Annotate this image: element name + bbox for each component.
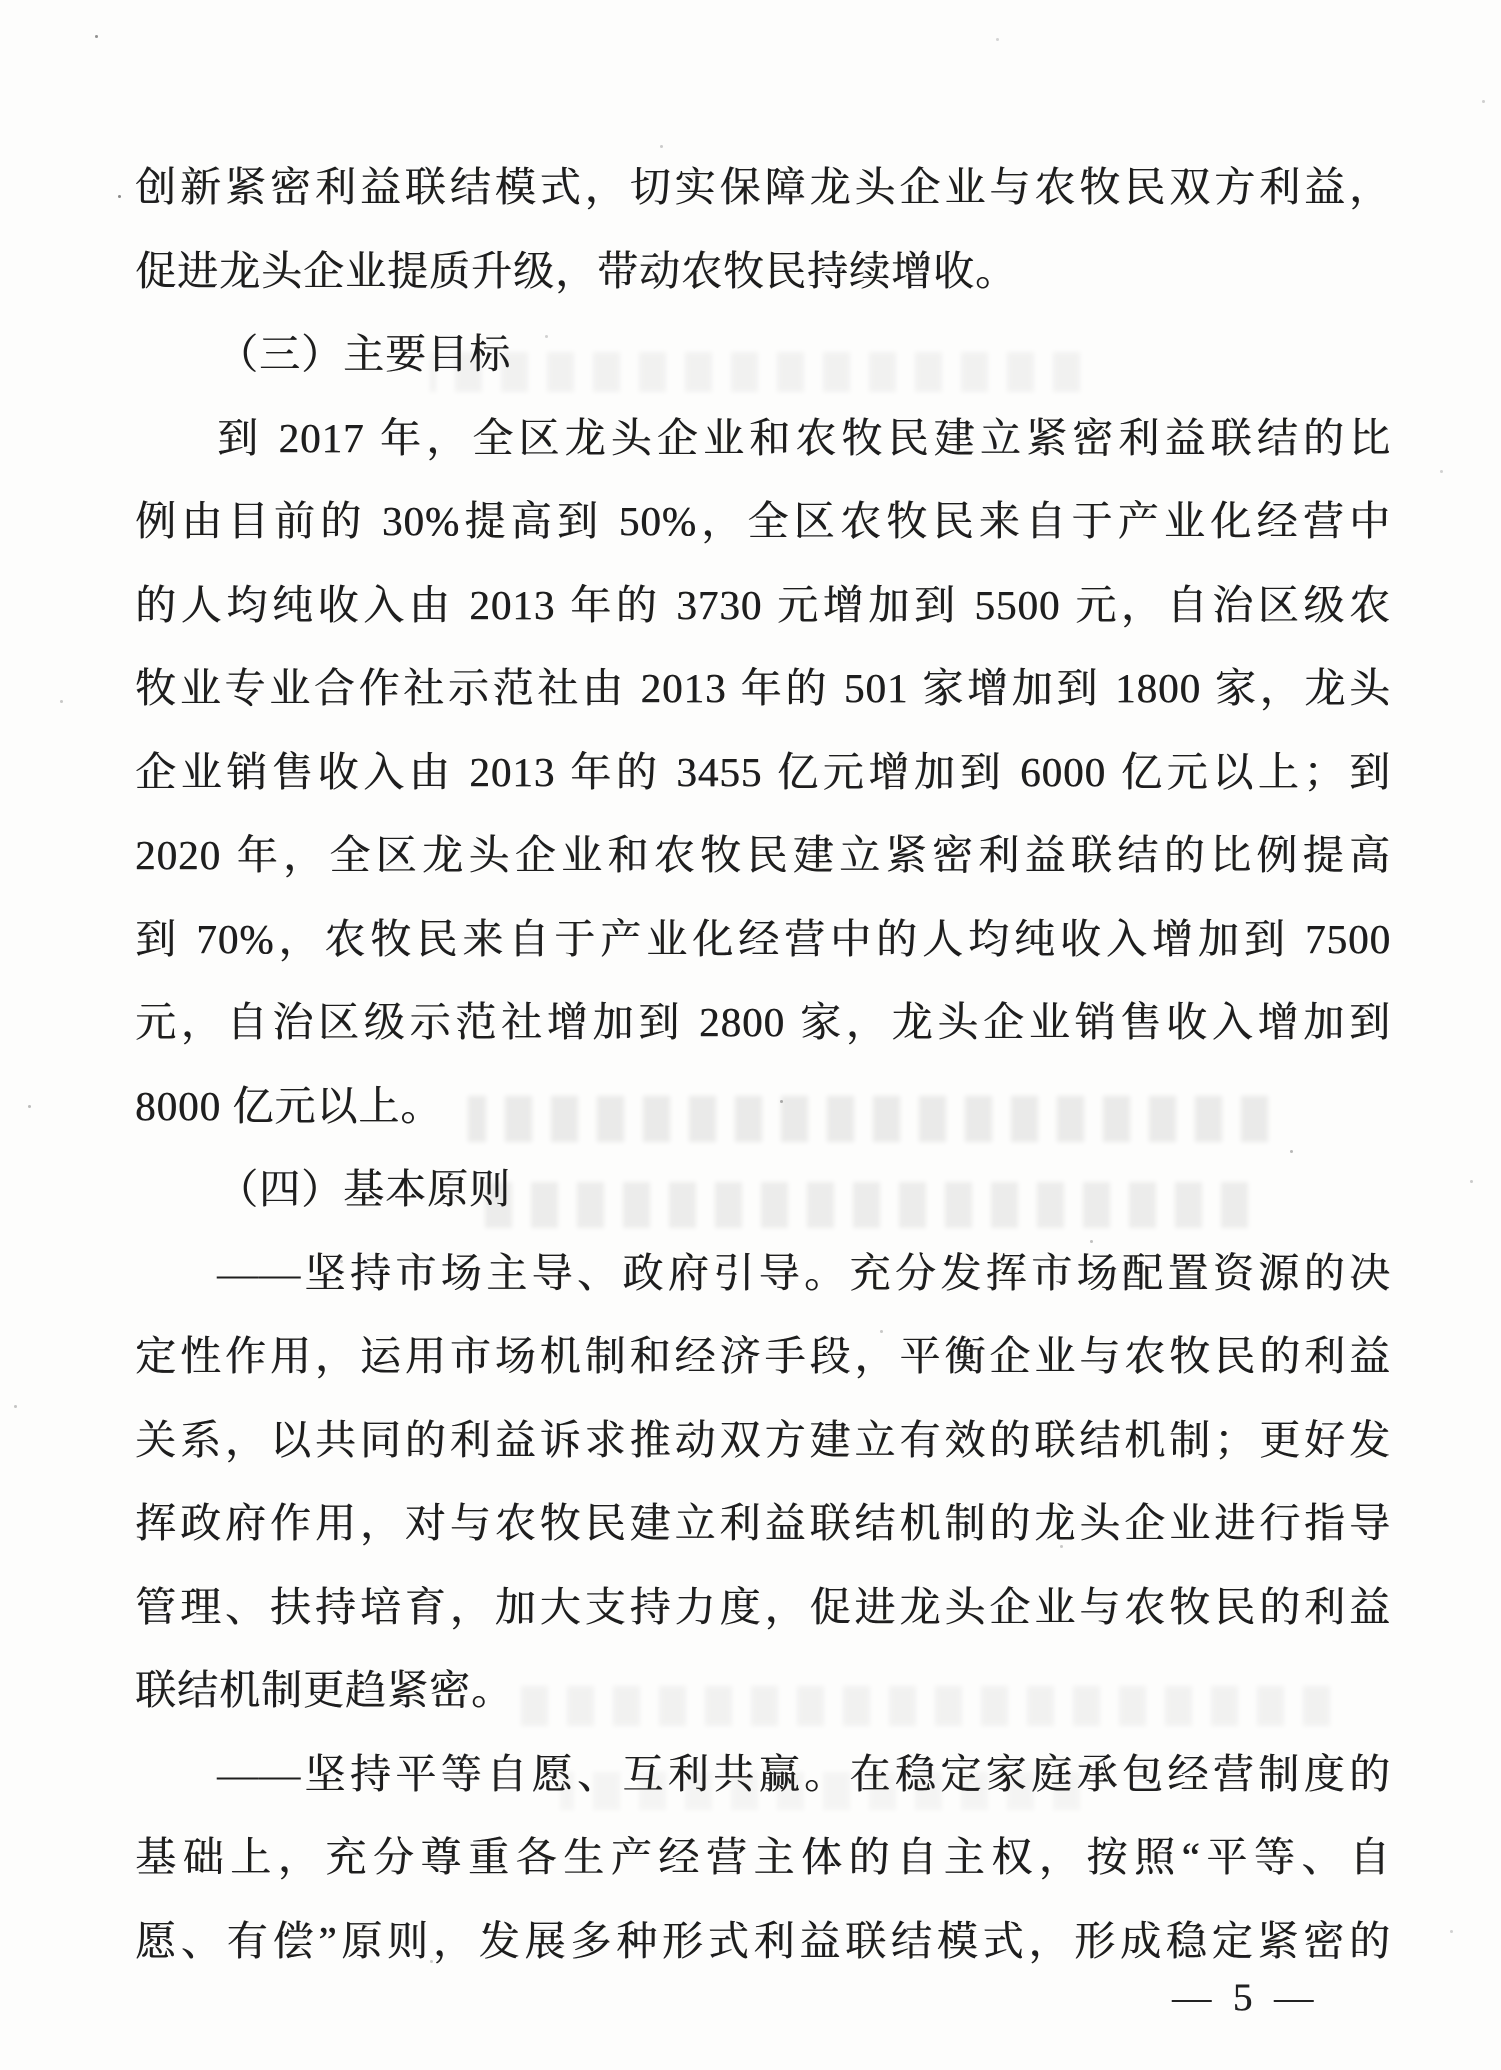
text-line: ——坚持市场主导、政府引导。充分发挥市场配置资源的决 bbox=[217, 1249, 1391, 1296]
text-line: 元，自治区级示范社增加到 2800 家，龙头企业销售收入增加到 bbox=[135, 999, 1391, 1045]
text-line: 的人均纯收入由 2013 年的 3730 元增加到 5500 元，自治区级农 bbox=[135, 581, 1391, 628]
text-line: 例由目前的 30%提高到 50%，全区农牧民来自于产业化经营中 bbox=[135, 498, 1391, 544]
text-line: 愿、有偿”原则，发展多种形式利益联结模式，形成稳定紧密的 bbox=[135, 1917, 1391, 1964]
text-line: 2020 年，全区龙头企业和农牧民建立紧密利益联结的比例提高 bbox=[135, 832, 1391, 878]
text-line: 创新紧密利益联结模式，切实保障龙头企业与农牧民双方利益， bbox=[135, 164, 1391, 210]
text-line: 基础上，充分尊重各生产经营主体的自主权，按照“平等、自 bbox=[135, 1834, 1391, 1880]
text-line: 到 2017 年，全区龙头企业和农牧民建立紧密利益联结的比 bbox=[217, 414, 1391, 461]
section-heading: （三）主要目标 bbox=[217, 331, 511, 377]
text-line: 8000 亿元以上。 bbox=[135, 1082, 443, 1129]
text-line: 联结机制更趋紧密。 bbox=[135, 1667, 513, 1713]
text-line: 定性作用，运用市场机制和经济手段，平衡企业与农牧民的利益 bbox=[135, 1333, 1391, 1379]
text-line: 挥政府作用，对与农牧民建立利益联结机制的龙头企业进行指导 bbox=[135, 1500, 1391, 1546]
section-heading: （四）基本原则 bbox=[217, 1166, 511, 1212]
document-body bbox=[135, 146, 1391, 1983]
page-number: — 5 — bbox=[1172, 1976, 1319, 2019]
text-line: 管理、扶持培育，加大支持力度，促进龙头企业与农牧民的利益 bbox=[135, 1583, 1391, 1630]
text-line: ——坚持平等自愿、互利共赢。在稳定家庭承包经营制度的 bbox=[217, 1750, 1391, 1797]
text-line: 到 70%，农牧民来自于产业化经营中的人均纯收入增加到 7500 bbox=[135, 915, 1391, 962]
text-line: 关系，以共同的利益诉求推动双方建立有效的联结机制；更好发 bbox=[135, 1416, 1391, 1463]
text-line: 牧业专业合作社示范社由 2013 年的 501 家增加到 1800 家，龙头 bbox=[135, 665, 1391, 711]
text-line: 促进龙头企业提质升级，带动农牧民持续增收。 bbox=[135, 247, 1017, 294]
text-line: 企业销售收入由 2013 年的 3455 亿元增加到 6000 亿元以上；到 bbox=[135, 748, 1391, 795]
